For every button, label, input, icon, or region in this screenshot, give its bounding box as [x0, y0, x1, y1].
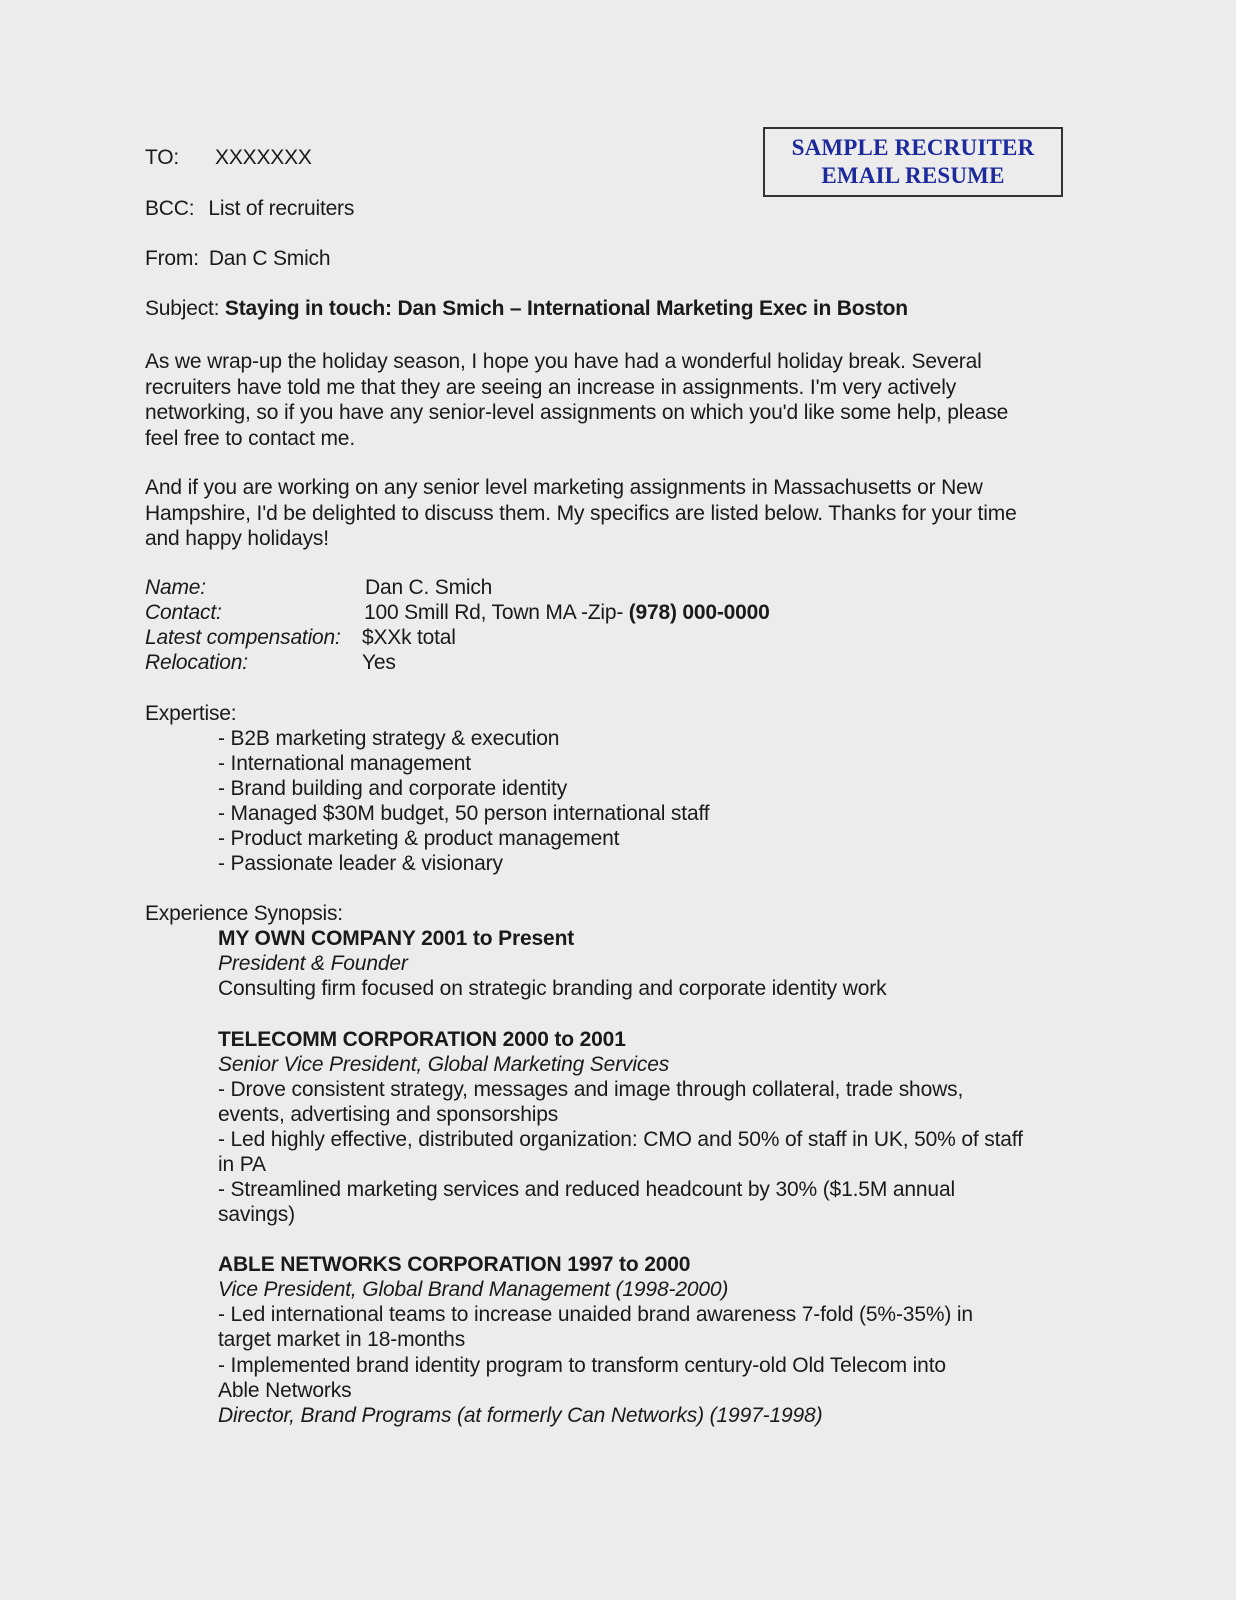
job-company: MY OWN COMPANY 2001 to Present [218, 927, 575, 950]
job-line: - Led international teams to increase unaided brand awareness 7-fold (5%-35%) in [218, 1303, 973, 1326]
job-title: Vice President, Global Brand Management (1998-2000) [218, 1278, 729, 1301]
job-company: TELECOMM CORPORATION 2000 to 2001 [218, 1028, 626, 1051]
subject-label: Subject: [145, 297, 220, 320]
job-title-secondary: Director, Brand Programs (at formerly Can Networks) (1997-1998) [218, 1404, 823, 1427]
contact-address: 100 Smill Rd, Town MA -Zip- [364, 601, 629, 624]
paragraph-line: recruiters have told me that they are seeing an increase in assignments. I'm very actively [145, 375, 957, 399]
from-label: From: [145, 247, 199, 270]
paragraph-line: Hampshire, I'd be delighted to discuss them. My specifics are listed below. Thanks for your time [145, 501, 1017, 525]
bcc-field [145, 196, 354, 222]
intro-paragraph [145, 349, 1090, 451]
bcc-value: List of recruiters [208, 197, 355, 220]
job-line: target market in 18-months [218, 1328, 466, 1351]
to-field [145, 145, 312, 171]
from-value: Dan C Smich [208, 247, 331, 270]
sample-stamp-box [763, 127, 1063, 197]
subject-value: Staying in touch: Dan Smich – International Marketing Exec in Boston [224, 297, 908, 320]
relocation-label: Relocation: [145, 651, 248, 674]
expertise-item: - Brand building and corporate identity [218, 777, 568, 800]
paragraph-line: networking, so if you have any senior-level assignments on which you'd like some help, please [145, 401, 1009, 424]
contact-label: Contact: [145, 601, 222, 624]
job-line: - Drove consistent strategy, messages and image through collateral, trade shows, [218, 1078, 964, 1101]
job-line: events, advertising and sponsorships [218, 1103, 559, 1126]
expertise-item: - Product marketing & product management [218, 827, 620, 850]
expertise-item: - B2B marketing strategy & execution [218, 727, 560, 750]
job-line: Able Networks [218, 1379, 352, 1402]
compensation-label: Latest compensation: [145, 626, 341, 649]
job-line: in PA [218, 1153, 266, 1176]
expertise-item: - International management [218, 752, 471, 775]
compensation-value: $XXk total [362, 626, 456, 649]
expertise-item: - Passionate leader & visionary [218, 852, 503, 875]
expertise-heading: Expertise: [145, 702, 237, 725]
to-value: XXXXXXX [215, 146, 312, 169]
job-line: Consulting firm focused on strategic branding and corporate identity work [218, 977, 887, 1000]
job-company: ABLE NETWORKS CORPORATION 1997 to 2000 [218, 1253, 691, 1276]
name-label: Name: [145, 576, 206, 599]
stamp-line-2: EMAIL RESUME [821, 163, 1005, 188]
stamp-line-1: SAMPLE RECRUITER [791, 135, 1035, 160]
paragraph-line: As we wrap-up the holiday season, I hope you have had a wonderful holiday break. Several [145, 350, 982, 373]
relocation-value: Yes [362, 651, 396, 674]
job-title: President & Founder [218, 952, 408, 975]
job-line: - Led highly effective, distributed organization: CMO and 50% of staff in UK, 50% of staff [218, 1128, 1023, 1151]
job-line: - Streamlined marketing services and reduced headcount by 30% ($1.5M annual [218, 1178, 956, 1201]
job-line: savings) [218, 1203, 295, 1226]
contact-value [364, 600, 770, 626]
experience-heading: Experience Synopsis: [145, 902, 343, 925]
to-label: TO: [145, 146, 180, 169]
bcc-label: BCC: [145, 197, 195, 220]
job-line: - Implemented brand identity program to transform century-old Old Telecom into [218, 1354, 946, 1377]
second-paragraph [145, 475, 1090, 552]
job-title: Senior Vice President, Global Marketing Services [218, 1053, 670, 1076]
from-field [145, 246, 330, 272]
name-value: Dan C. Smich [365, 576, 493, 599]
contact-phone: (978) 000-0000 [628, 601, 770, 624]
paragraph-line: feel free to contact me. [145, 426, 356, 450]
subject-field [145, 296, 908, 322]
paragraph-line: And if you are working on any senior level marketing assignments in Massachusetts or New [145, 476, 983, 499]
expertise-item: - Managed $30M budget, 50 person international staff [218, 802, 710, 825]
paragraph-line: and happy holidays! [145, 527, 329, 550]
